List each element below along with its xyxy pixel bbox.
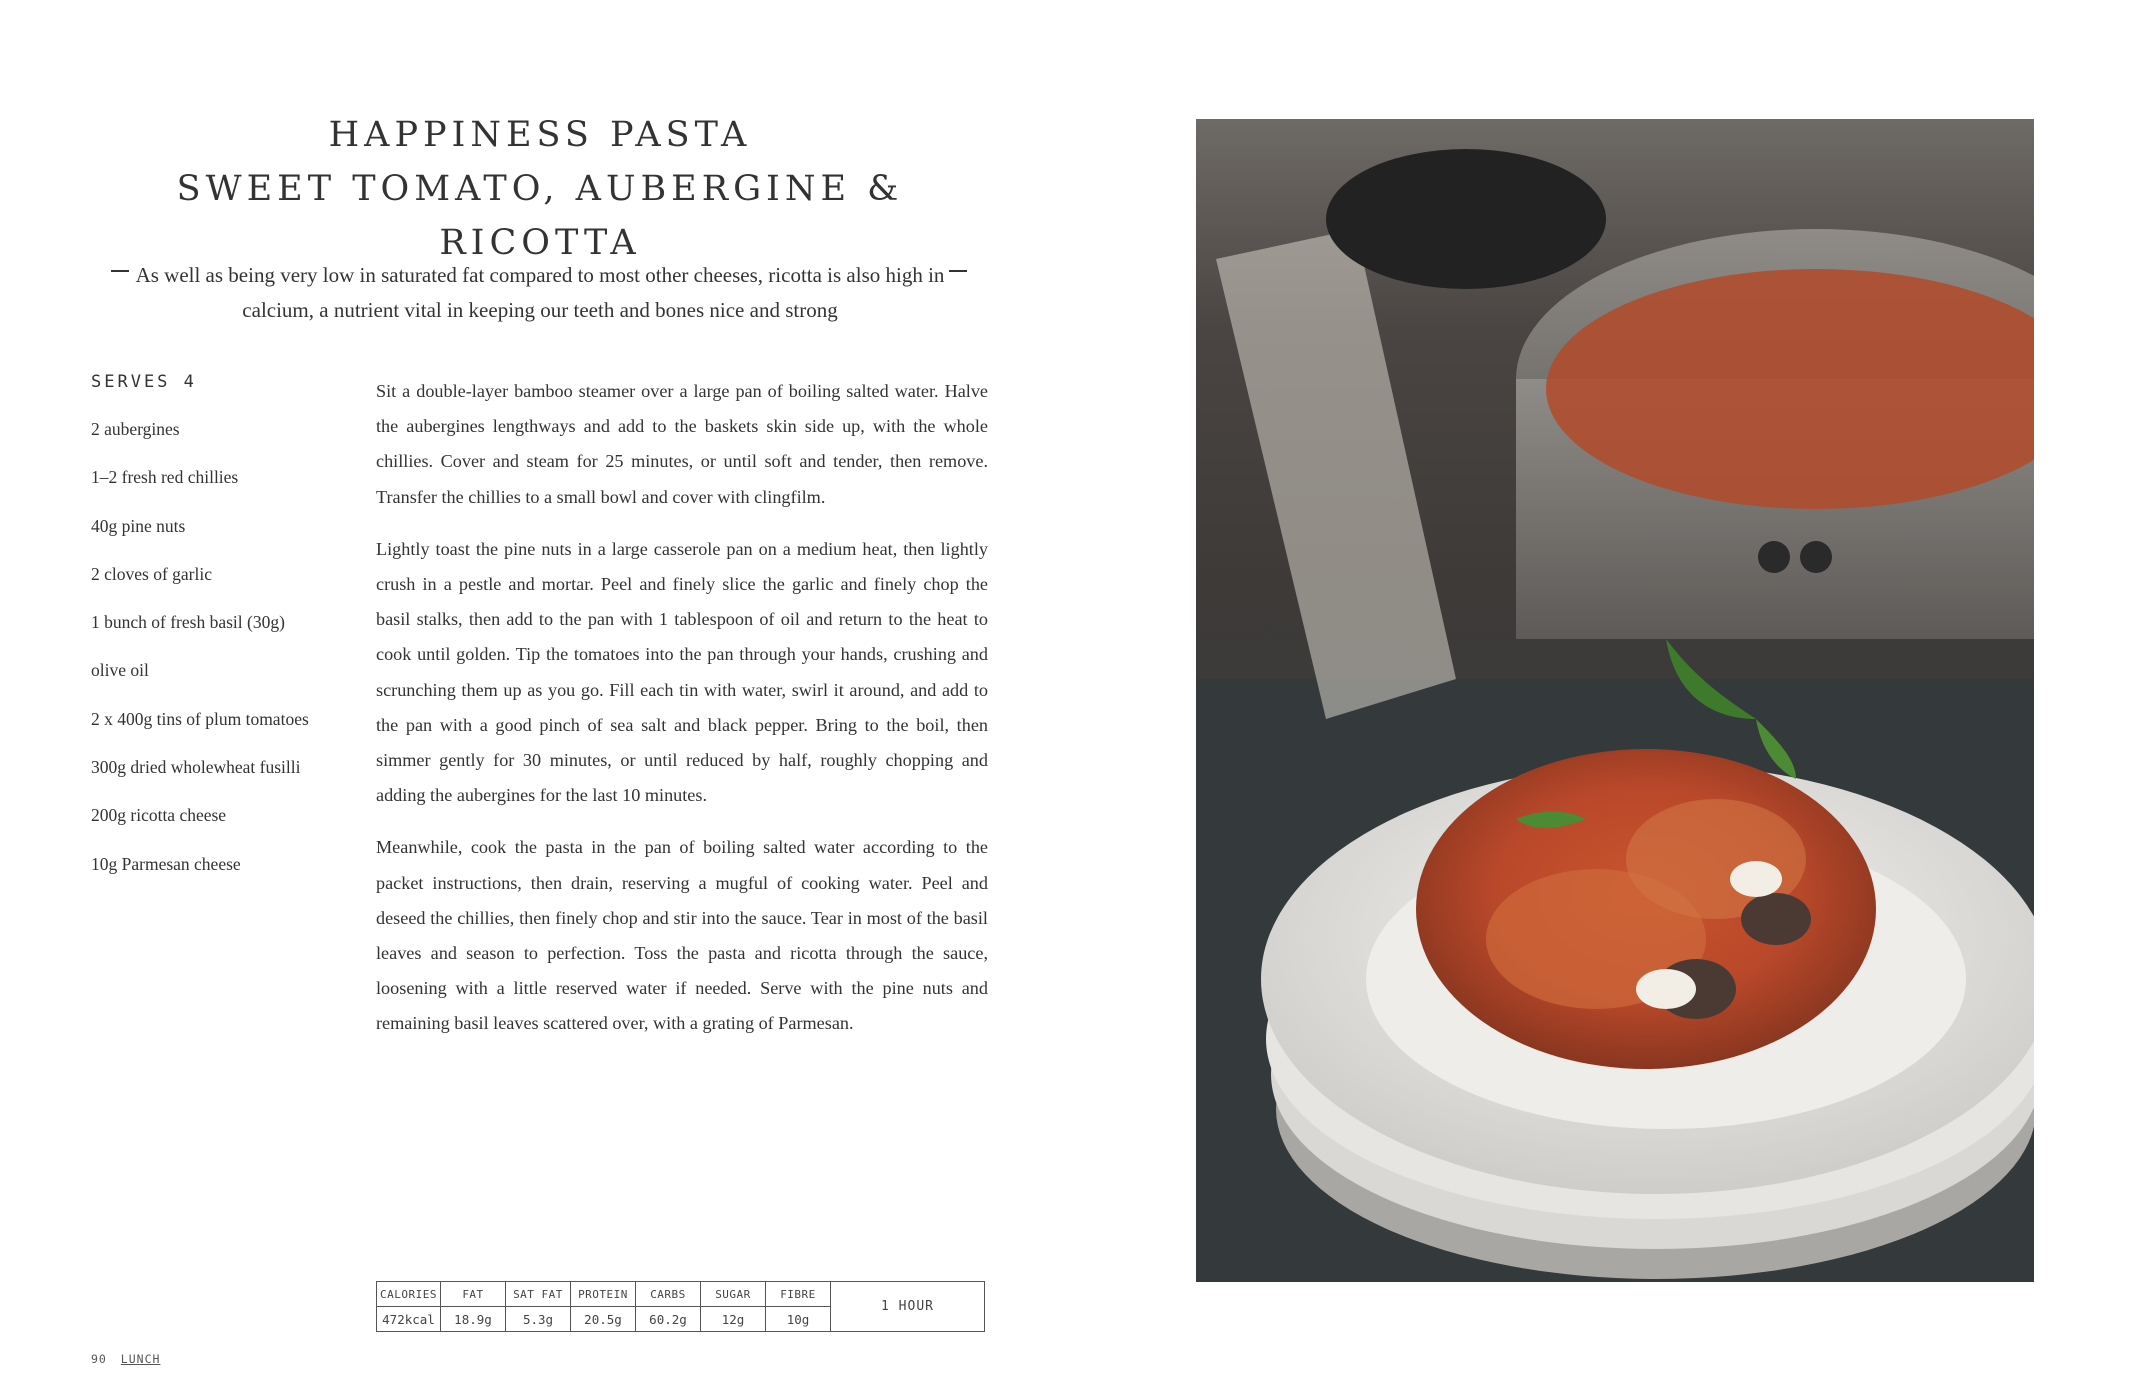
nutrition-label: FIBRE [766, 1282, 831, 1307]
nutrition-label: PROTEIN [571, 1282, 636, 1307]
ingredient-item: 1–2 fresh red chillies [91, 467, 239, 488]
nutrition-value: 10g [766, 1307, 831, 1332]
ingredient-item: 1 bunch of fresh basil (30g) [91, 612, 285, 633]
nutrition-label: CARBS [636, 1282, 701, 1307]
nutrition-value: 60.2g [636, 1307, 701, 1332]
nutrition-table [376, 1281, 985, 1332]
nutrition-value: 5.3g [506, 1307, 571, 1332]
page-footer [91, 1352, 160, 1366]
method-paragraph: Meanwhile, cook the pasta in the pan of boiling salted water according to the packet instructions, then drain, reserving a mugful of cooking water. Peel and deseed the chillies, then finely chop and stir into the sauce. Tear in most of the basil leaves and season to perfection. Toss the pasta and ricotta through the sauce, loosening with a little reserved water if needed. Serve with the pine nuts and remaining basil leaves scattered over, with a grating of Parmesan. [376, 837, 988, 1034]
recipe-intro: As well as being very low in saturated fat compared to most other cheeses, ricotta is also high in calcium, a nutrient vital in keeping our teeth and bones nice and strong [135, 263, 945, 322]
dish-photo [1196, 119, 2034, 1282]
method-paragraph: Sit a double-layer bamboo steamer over a large pan of boiling salted water. Halve the aubergines lengthways and add to the baskets skin side up, with the whole chillies. Cover and steam for 25 minutes, or until soft and tender, then remove. Transfer the chillies to a small bowl and cover with clingfilm. [376, 381, 988, 507]
cooking-time: 1 HOUR [831, 1282, 985, 1332]
intro-dash-right [949, 270, 967, 272]
recipe-title [90, 108, 990, 270]
serves-label: SERVES 4 [91, 372, 197, 392]
ingredient-item: 300g dried wholewheat fusilli [91, 757, 301, 778]
ingredient-item: olive oil [91, 660, 149, 681]
nutrition-value: 18.9g [441, 1307, 506, 1332]
nutrition-value: 12g [701, 1307, 766, 1332]
ingredient-item: 2 x 400g tins of plum tomatoes [91, 708, 309, 729]
ingredient-item: 200g ricotta cheese [91, 805, 227, 826]
method-text [376, 374, 988, 1059]
ingredient-item: 10g Parmesan cheese [91, 853, 241, 874]
nutrition-value: 20.5g [571, 1307, 636, 1332]
ingredient-item: 2 cloves of garlic [91, 563, 212, 584]
nutrition-label: SAT FAT [506, 1282, 571, 1307]
ingredients-panel [91, 372, 341, 901]
nutrition-label: FAT [441, 1282, 506, 1307]
recipe-title-line2: SWEET TOMATO, AUBERGINE & RICOTTA [176, 169, 904, 263]
page-number: 90 [91, 1352, 107, 1366]
method-paragraph: Lightly toast the pine nuts in a large casserole pan on a medium heat, then lightly crush in a pestle and mortar. Peel and finely slice the garlic and finely chop the basil stalks, then add to the pan with 1 tablespoon of oil and return to the heat to cook until golden. Tip the tomatoes into the pan through your hands, crushing and scrunching them up as you go. Fill each tin with water, swirl it around, and add to the pan with a good pinch of sea salt and black pepper. Bring to the boil, then simmer gently for 30 minutes, or until reduced by half, roughly chopping and adding the aubergines for the last 10 minutes. [376, 538, 988, 806]
dish-photo-illustration [1196, 119, 2034, 1282]
nutrition-label: CALORIES [377, 1282, 441, 1307]
nutrition-value: 472kcal [377, 1307, 441, 1332]
recipe-title-line1: HAPPINESS PASTA [328, 115, 752, 155]
section-name: LUNCH [120, 1352, 161, 1366]
ingredient-list [91, 418, 341, 901]
ingredient-item: 40g pine nuts [91, 515, 186, 536]
nutrition-label: SUGAR [701, 1282, 766, 1307]
ingredient-item: 2 aubergines [91, 419, 180, 439]
